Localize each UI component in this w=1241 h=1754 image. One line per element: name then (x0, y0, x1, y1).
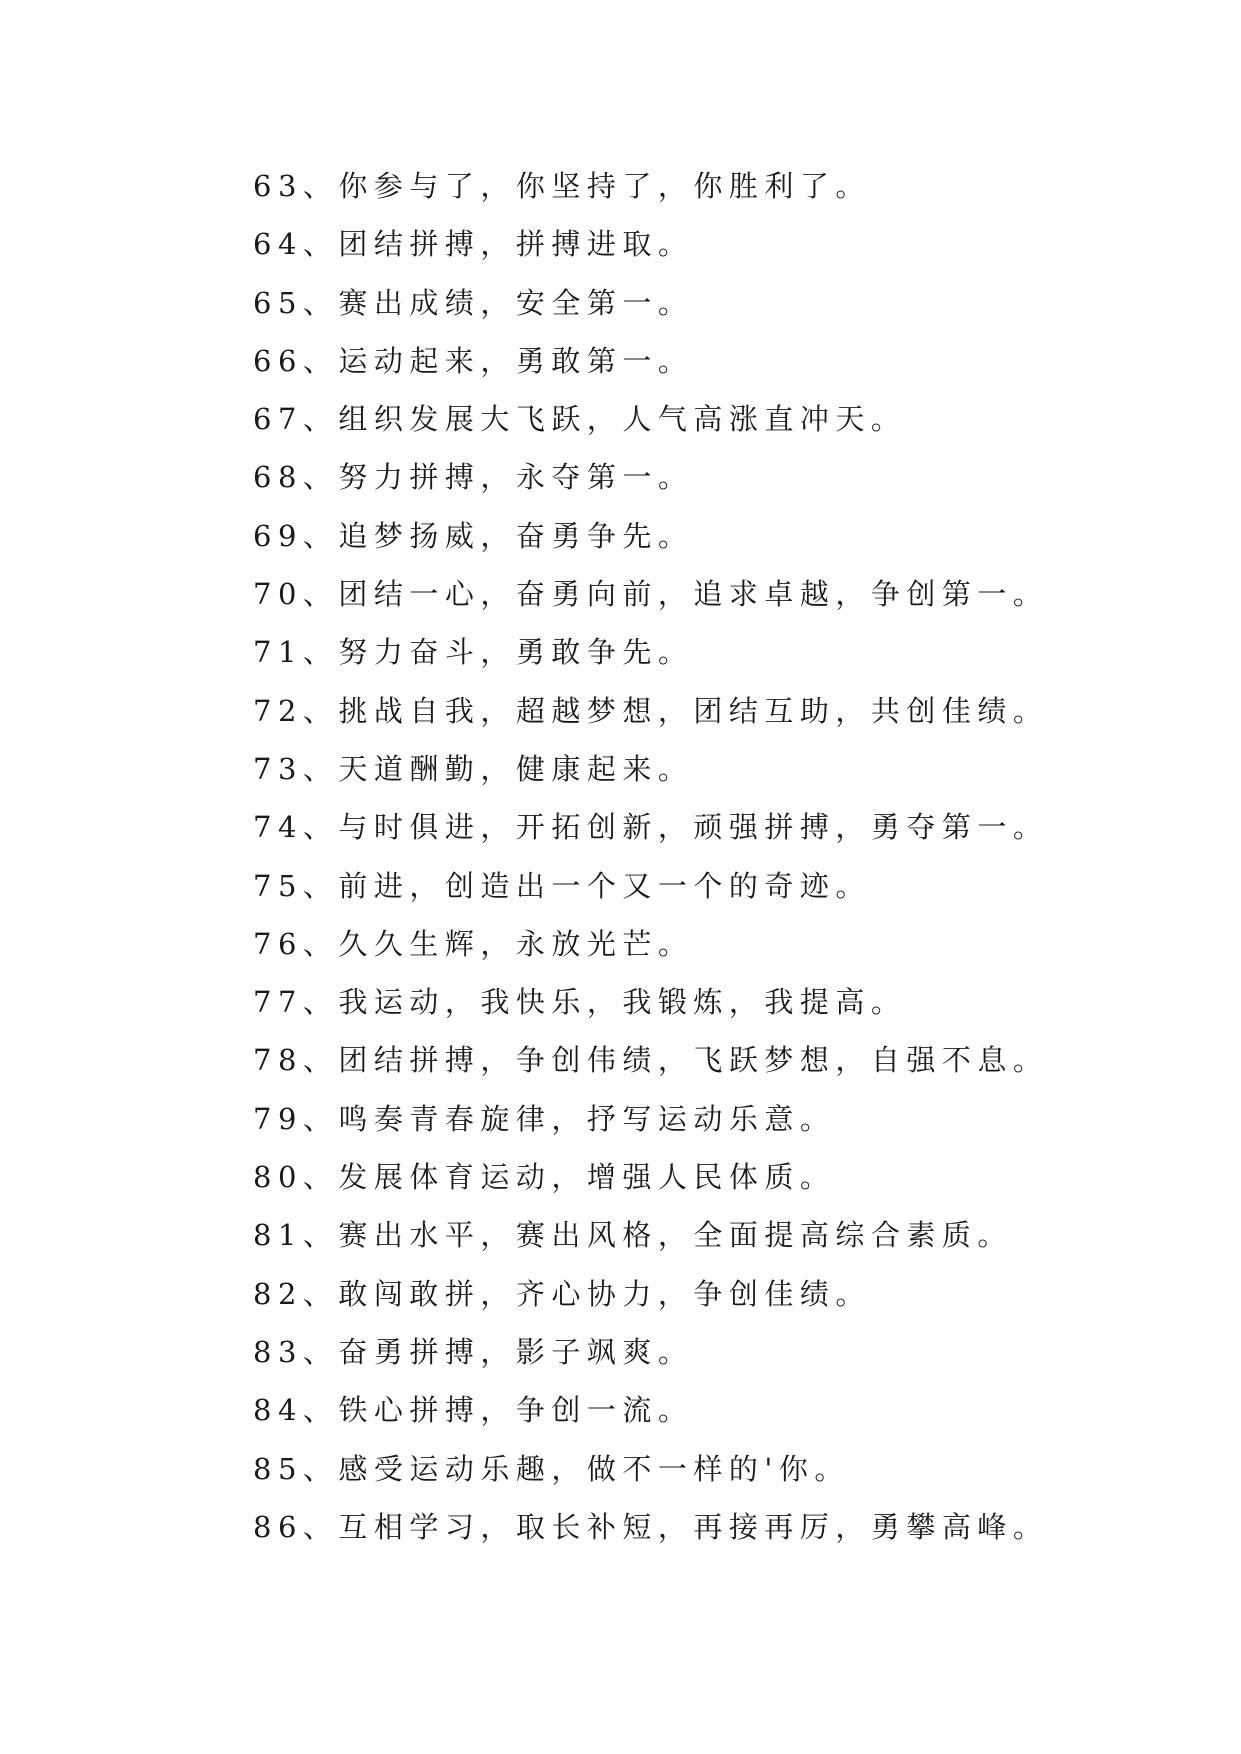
list-item: 72、挑战自我，超越梦想，团结互助，共创佳绩。 (253, 693, 1049, 728)
slogan-list (253, 157, 1213, 1556)
list-item: 66、运动起来，勇敢第一。 (253, 343, 694, 378)
list-item: 70、团结一心，奋勇向前，追求卓越，争创第一。 (253, 577, 1049, 612)
list-item: 86、互相学习，取长补短，再接再厉，勇攀高峰。 (253, 1509, 1049, 1544)
list-item: 79、鸣奏青春旋律，抒写运动乐意。 (253, 1101, 836, 1136)
list-item: 81、赛出水平，赛出风格，全面提高综合素质。 (253, 1218, 1013, 1253)
list-item: 85、感受运动乐趣，做不一样的'你。 (253, 1451, 850, 1486)
list-item: 69、追梦扬威，奋勇争先。 (253, 518, 694, 553)
list-item: 78、团结拼搏，争创伟绩，飞跃梦想，自强不息。 (253, 1043, 1049, 1078)
list-item: 68、努力拼搏，永夺第一。 (253, 460, 694, 495)
list-item: 64、团结拼搏，拼搏进取。 (253, 227, 694, 262)
list-item: 63、你参与了，你坚持了，你胜利了。 (253, 169, 871, 203)
list-item: 80、发展体育运动，增强人民体质。 (253, 1160, 836, 1195)
list-item: 76、久久生辉，永放光芒。 (253, 926, 694, 961)
list-item: 67、组织发展大飞跃，人气高涨直冲天。 (253, 402, 907, 437)
list-item: 71、努力奋斗，勇敢争先。 (253, 635, 694, 670)
list-item: 82、敢闯敢拼，齐心协力，争创佳绩。 (253, 1276, 871, 1311)
list-item: 83、奋勇拼搏，影子飒爽。 (253, 1334, 694, 1369)
list-item: 74、与时俱进，开拓创新，顽强拼搏，勇夺第一。 (253, 810, 1049, 845)
list-item: 84、铁心拼搏，争创一流。 (253, 1393, 694, 1428)
list-item: 75、前进，创造出一个又一个的奇迹。 (253, 868, 871, 903)
list-item: 65、赛出成绩，安全第一。 (253, 285, 694, 320)
list-item: 73、天道酬勤，健康起来。 (253, 751, 694, 786)
list-item: 77、我运动，我快乐，我锻炼，我提高。 (253, 985, 907, 1020)
